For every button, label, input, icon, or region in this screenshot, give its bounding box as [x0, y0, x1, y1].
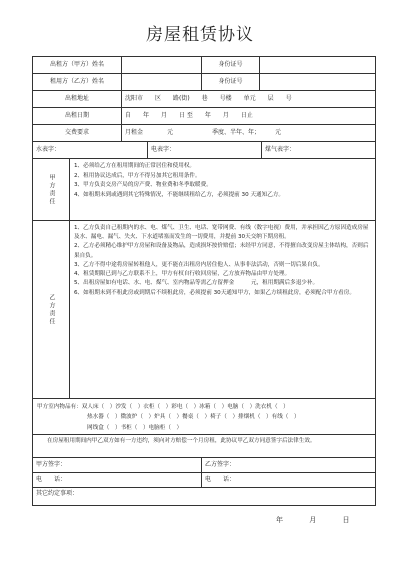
- lessor-id-field[interactable]: [259, 57, 375, 73]
- address-field[interactable]: 沈阳市 区 路(街) 巷 号楼 单元 层 号: [121, 91, 375, 107]
- fee-rent-field[interactable]: 月租金 元: [121, 125, 209, 141]
- lessee-row: [33, 74, 375, 91]
- gas-meter-label: 煤气表字：: [261, 142, 375, 158]
- items-list: [33, 399, 375, 434]
- party-a-section: [33, 159, 375, 221]
- party-b-duties: [69, 221, 375, 398]
- page-title: 房屋租赁协议: [146, 25, 254, 45]
- items-line[interactable]: 双人床（ ）沙发（ ）衣柜（ ）彩电（ ）冰箱（ ）电脑（ ）洗衣机（ ）: [81, 404, 289, 410]
- party-b-duty: 1、乙方负责自己租期内的水、电、煤气、卫生、电话、宽带网费、有线（数字电视）费用，并承担因乙方原因造成房屋及水、漏电、漏气、失火、下水道堵塞而发生的一切费用，并提前 30天交纳下期房租。: [74, 225, 369, 241]
- party-b-side-label: 乙方责任: [48, 293, 56, 326]
- footer-day: 日: [342, 516, 351, 524]
- party-b-duty: 3、乙方不得中途将房屋转租他人，更不能在出租房内居住他人、从事非法活动，否则一切后果自负。: [74, 261, 324, 268]
- lessor-id-label: 身份证号: [201, 57, 259, 73]
- phone-row: [33, 473, 375, 488]
- party-a-phone[interactable]: 电 话：: [36, 475, 67, 483]
- party-a-duty: 3、甲方负责交房产局的房产费、物业费和冬季取暖费。: [74, 182, 212, 188]
- party-b-duty: 6、如租期未到不租此房或到期后不续租此房，必须提前 30天通知甲方，如果乙方续租此房，必须配合甲方看房。: [74, 289, 355, 296]
- party-b-duty: 2、乙方必须精心维护甲方房屋和设备及物品，造成损坏按价赔偿；未经甲方同意，不得擅自改变房屋主体结构，否则后果自负。: [74, 243, 369, 259]
- other-terms-row: [33, 488, 375, 505]
- date-footer: [276, 515, 372, 525]
- address-label: 出租地址: [64, 94, 89, 102]
- fee-label: 交费要求: [64, 128, 89, 136]
- other-terms-label[interactable]: 其它约定事项：: [36, 490, 79, 497]
- lessee-name-field[interactable]: [121, 74, 201, 90]
- address-row: [33, 91, 375, 108]
- lessor-name-label: 出租方（甲方）姓名: [49, 60, 104, 68]
- footer-year: 年: [276, 516, 284, 524]
- party-a-signature[interactable]: 甲方签字：: [36, 460, 67, 468]
- lessee-name-label: 租用方（乙方）姓名: [49, 77, 104, 85]
- party-a-duties: [69, 159, 375, 220]
- party-a-side-label: 甲方责任: [48, 173, 56, 206]
- footer-month: 月: [309, 516, 318, 524]
- meter-row: [33, 142, 375, 159]
- lessor-name-field[interactable]: [121, 57, 201, 73]
- party-b-duty: 5、出租房屋如有电话、水、电、煤气、室内物品等需乙方留押金 元，租用期满后多退少补。: [74, 280, 319, 287]
- items-line[interactable]: 网线盒（ ）书柜（ ）电脑柜（ ）: [87, 424, 183, 431]
- items-label: 甲方室内物品有：: [37, 404, 82, 410]
- party-a-duty: 1、必须给乙方在租用期间的正常居住和使用权。: [74, 163, 196, 169]
- party-b-phone[interactable]: 电 话：: [201, 473, 375, 487]
- party-b-duty: 4、租赁期限已到与乙方联系不上，甲方有权自行收回房屋，乙方放弃物品由甲方处理。: [74, 271, 291, 278]
- breach-row: [33, 435, 375, 458]
- items-line[interactable]: 热水器（ ）微波炉（ ）炉具（ ）餐桌（ ）椅子（ ）排烟机（ ）有线（ ）: [87, 414, 300, 421]
- power-meter-label: 电表字：: [147, 142, 261, 158]
- fee-row: [33, 125, 375, 142]
- lessee-id-field[interactable]: [259, 74, 375, 90]
- breach-clause: 在房屋租用期间内甲乙双方如有一方违约，须向对方赔偿一个月房租，此协议甲乙双方同意签字后法律生效。: [47, 438, 316, 444]
- date-row: [33, 108, 375, 125]
- party-a-duty: 2、租用协议达成后，甲方不得另加其它租用条件。: [74, 172, 201, 179]
- party-a-duty: 4、如租期未到或遇到其它特殊情况，不能继续租给乙方，必须提前 30 天通知乙方。: [74, 191, 285, 198]
- water-meter-label: 水表字：: [36, 145, 61, 153]
- items-section: [33, 399, 375, 435]
- agreement-form: [32, 56, 376, 506]
- date-field[interactable]: 自 年 月 日 至 年 月 日止: [121, 108, 375, 124]
- lessee-id-label: 身份证号: [201, 74, 259, 90]
- lessor-row: [33, 57, 375, 74]
- party-b-section: [33, 221, 375, 399]
- fee-cycle-field[interactable]: 季度、半年、年； 元: [212, 128, 282, 136]
- signature-row: [33, 458, 375, 473]
- party-b-signature[interactable]: 乙方签字：: [201, 458, 375, 472]
- date-label: 出租日期: [64, 111, 89, 119]
